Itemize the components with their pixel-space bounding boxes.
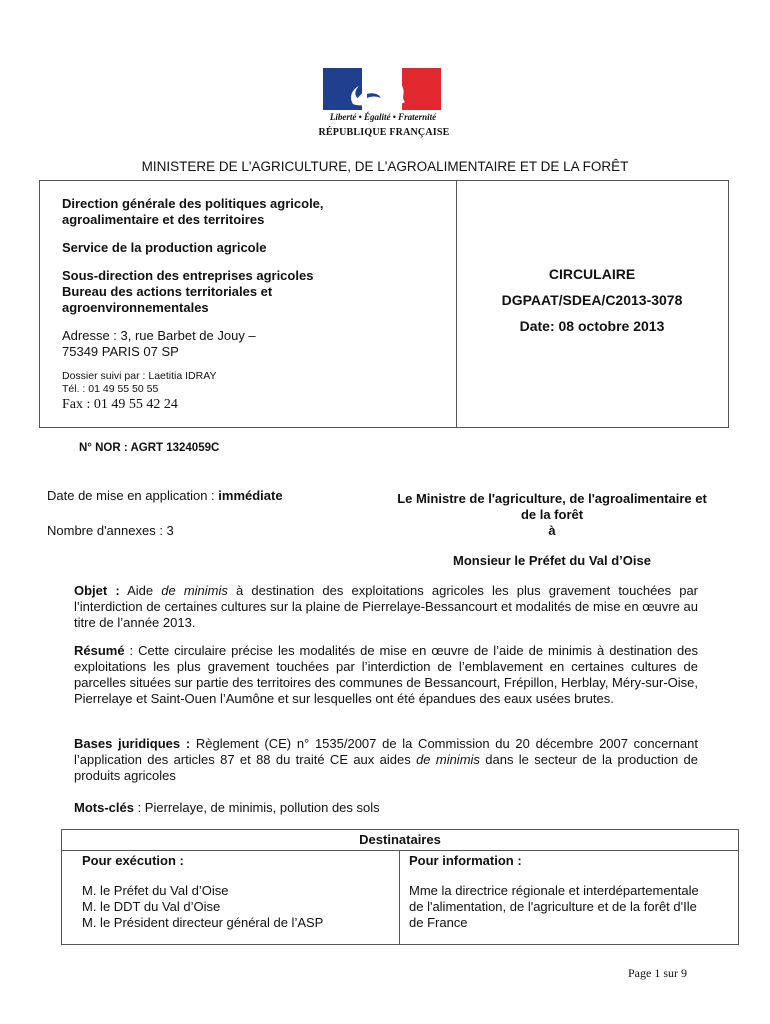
- sousdirection-line1: Sous-direction des entreprises agricoles: [62, 268, 314, 283]
- sousdirection-line3: agroenvironnementales: [62, 300, 209, 315]
- address-line2: 75349 PARIS 07 SP: [62, 344, 179, 359]
- information-label: Pour information :: [409, 853, 522, 868]
- ministre-line3: à: [548, 523, 556, 538]
- execution-label: Pour exécution :: [82, 853, 184, 868]
- service-line: Service de la production agricole: [62, 240, 267, 255]
- bases-juridiques-paragraph: [74, 736, 698, 784]
- information-recipient-line: Mme la directrice régionale et interdépartementale: [409, 883, 699, 898]
- mots-cles-text: : Pierrelaye, de minimis, pollution des sols: [133, 800, 380, 815]
- page-number: Page 1 sur 9: [628, 966, 687, 980]
- ministre-line2: de la forêt: [520, 507, 584, 522]
- information-recipient-line: de France: [409, 915, 468, 930]
- nor-number: N° NOR : AGRT 1324059C: [79, 442, 220, 454]
- telephone: Tél. : 01 49 55 50 55: [62, 383, 159, 395]
- objet-label: Objet :: [74, 583, 120, 598]
- bases-text-1: Règlement (CE) n° 1535/2007 de la Commission du 20 décembre 2007 concernant l’application des articles 87 et 88 du traité CE aux aides: [74, 736, 699, 767]
- destinataires-title: Destinataires: [359, 832, 441, 847]
- execution-recipient: M. le Préfet du Val d’Oise: [82, 883, 229, 898]
- bases-label: Bases juridiques :: [74, 736, 191, 751]
- bases-text-2: dans le secteur de la production de produits agricoles: [74, 752, 699, 783]
- annexes-count: Nombre d'annexes : 3: [47, 523, 174, 538]
- direction-line2: agroalimentaire et des territoires: [62, 212, 265, 227]
- prefet-addressee: Monsieur le Préfet du Val d’Oise: [453, 553, 651, 568]
- resume-text: : Cette circulaire précise les modalités de mise en œuvre de l’aide de minimis à destination des exploitations les plus gravement touchées par l’interdiction de l’emblavement en certaines cultures de parcelles situées sur partie des territoires des communes de Bessancourt, Frépillon, Herblay, Méry-sur-Oise, Pierrelaye et Saint-Ouen l’Aumône et sur lesquelles ont été épandues des eaux usées brutes.: [74, 643, 698, 706]
- direction-line1: Direction générale des politiques agricole,: [62, 196, 324, 211]
- objet-italic: de minimis: [161, 583, 228, 598]
- execution-recipient: M. le DDT du Val d’Oise: [82, 899, 221, 914]
- circulaire-title: CIRCULAIRE: [548, 266, 636, 282]
- republique-francaise-text: RÉPUBLIQUE FRANÇAISE: [318, 127, 450, 138]
- objet-text-2: à destination des exploitations agricoles les plus gravement touchées par l’interdiction de certaines cultures sur la plaine de Pierrelaye-Bessancourt et modalités de mise en œuvre au titre de l’année 2013.: [74, 583, 699, 630]
- execution-recipient: M. le Président directeur général de l’ASP: [82, 915, 324, 930]
- ministre-addressee: [372, 491, 732, 539]
- objet-paragraph: [74, 583, 698, 631]
- circulaire-date: Date: 08 octobre 2013: [519, 318, 665, 334]
- mots-cles-label: Mots-clés: [74, 800, 134, 815]
- application-value: immédiate: [218, 488, 283, 503]
- mots-cles-paragraph: [74, 800, 698, 816]
- bases-italic: de minimis: [416, 752, 480, 767]
- sousdirection-line2: Bureau des actions territoriales et: [62, 284, 273, 299]
- circulaire-reference: DGPAAT/SDEA/C2013-3078: [501, 292, 683, 308]
- ministre-line1: Le Ministre de l'agriculture, de l'agroalimentaire et: [397, 491, 707, 506]
- motto-text: Liberté • Égalité • Fraternité: [329, 112, 437, 122]
- resume-label: Résumé: [74, 643, 125, 658]
- destinataires-column-divider: [399, 850, 400, 944]
- information-recipient-line: de l'alimentation, de l'agriculture et de la forêt d'Ile: [409, 899, 697, 914]
- destinataires-title-divider: [62, 850, 738, 851]
- address-line1: Adresse : 3, rue Barbet de Jouy –: [62, 328, 256, 343]
- resume-paragraph: [74, 643, 698, 707]
- ministry-title: MINISTERE DE L'AGRICULTURE, DE L'AGROALIMENTAIRE ET DE LA FORÊT: [141, 159, 629, 174]
- dossier-suivi: Dossier suivi par : Laetitia IDRAY: [62, 370, 217, 382]
- application-label: Date de mise en application :: [47, 488, 219, 503]
- fax: Fax : 01 49 55 42 24: [62, 397, 178, 412]
- objet-text-1: Aide: [119, 583, 162, 598]
- application-date: [47, 488, 283, 504]
